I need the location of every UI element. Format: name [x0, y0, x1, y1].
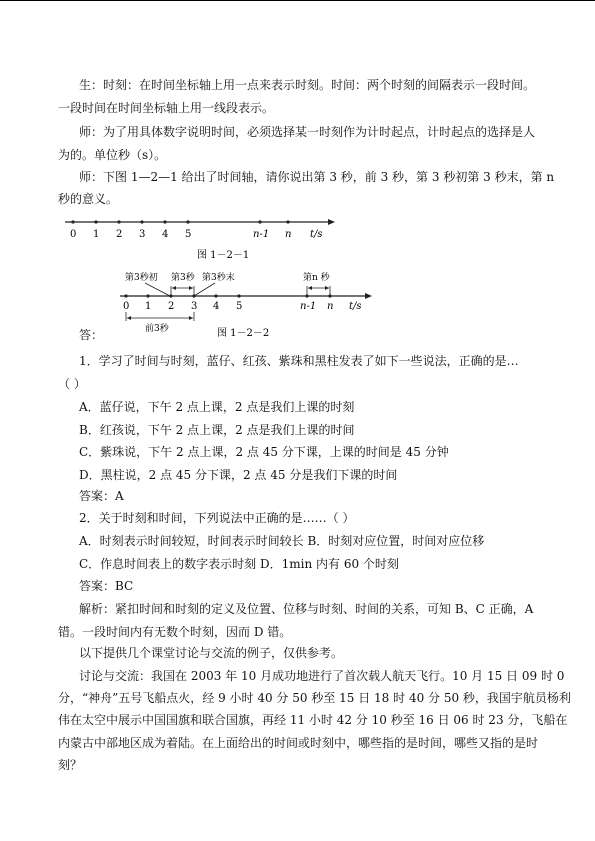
question-2-analysis: 解析：紧扣时间和时刻的定义及位置、位移与时刻、时间的关系，可知 B、C 正确，A — [79, 602, 534, 616]
discussion-intro: 以下提供几个课堂讨论与交流的例子，仅供参考。 — [79, 646, 344, 660]
discussion-text: 讨论与交流：我国在 2003 年 10 月成功地进行了首次载人航天飞行。10 月 15 日 09 时 0 — [79, 669, 565, 683]
figure-1-2-1 — [60, 215, 350, 265]
discussion-text: 内蒙古中部地区成为着陆。在上面给出的时间或时刻中，哪些指的是时间，哪些又指的是时 — [58, 736, 539, 750]
question-1-stem: 1．学习了时间与时刻，蓝仔、红孩、紫珠和黑柱发表了如下一些说法，正确的是… — [79, 354, 519, 368]
question-1-option: A．蓝仔说，下午 2 点上课，2 点是我们上课的时刻 — [79, 400, 355, 414]
paragraph: 师：下图 1—2—1 给出了时间轴，请你说出第 3 秒，前 3 秒，第 3 秒初第 3 秒末，第 n — [79, 170, 555, 184]
question-2-analysis: 错。一段时间内有无数个时刻，因而 D 错。 — [58, 625, 292, 639]
discussion-text: 伟在太空中展示中国国旗和联合国旗，再经 11 小时 42 分 10 秒至 16 日 06 时 23 分，飞船在 — [58, 713, 568, 727]
answer-label: 答： — [79, 328, 104, 342]
axis-unit-label: t/s — [349, 301, 362, 312]
tick-label: 3 — [139, 229, 146, 240]
axis-arrow-icon — [365, 293, 372, 299]
tick-label: n-1 — [300, 301, 317, 312]
tick-label: 1 — [93, 229, 100, 240]
question-2-stem: 2．关于时刻和时间，下列说法中正确的是……（ ） — [79, 511, 355, 525]
question-1-bracket: （ ） — [58, 377, 86, 391]
label-3rd-second-end: 第3秒末 — [202, 273, 235, 283]
label-3rd-second: 第3秒 — [171, 273, 195, 283]
tick-label: 5 — [236, 301, 243, 312]
tick-label: 1 — [145, 301, 152, 312]
tick-label: n-1 — [253, 229, 270, 240]
figure-caption: 图 1－2－2 — [217, 328, 270, 339]
axis-arrow-icon — [328, 219, 335, 225]
tick-label: 2 — [116, 229, 123, 240]
paragraph: 生：时刻：在时间坐标轴上用一点来表示时刻。时间：两个时刻的间隔表示一段时间。 — [79, 78, 536, 92]
question-1-option: D．黑柱说，2 点 45 分下课，2 点 45 分是我们下课的时间 — [79, 468, 398, 482]
discussion-text: 刻？ — [58, 758, 83, 772]
tick-label: 0 — [123, 301, 130, 312]
question-2-answer: 答案：BC — [79, 579, 134, 593]
tick-label: n — [327, 301, 334, 312]
tick-label: 0 — [70, 229, 77, 240]
question-2-option: A．时刻表示时间较短，时间表示时间较长 B．时刻对应位置，时间对应位移 — [79, 534, 485, 548]
tick-label: 4 — [162, 229, 169, 240]
paragraph: 一段时间在时间坐标轴上用一线段表示。 — [58, 101, 275, 115]
question-1-option: C．紫珠说，下午 2 点上课，2 点 45 分下课，上课的时间是 45 分钟 — [79, 445, 449, 459]
question-2-option: C．作息时间表上的数字表示时刻 D．1min 内有 60 个时刻 — [79, 557, 399, 571]
paragraph: 为的。单位秒（s）。 — [58, 148, 167, 162]
tick-label: n — [285, 229, 292, 240]
paragraph: 秒的意义。 — [58, 192, 119, 206]
paragraph: 师：为了用具体数字说明时间，必须选择某一时刻作为计时起点，计时起点的选择是人 — [79, 125, 536, 139]
tick-label: 3 — [191, 301, 198, 312]
tick-label: 4 — [213, 301, 220, 312]
question-1-answer: 答案：A — [79, 489, 124, 503]
figure-1-2-2 — [115, 268, 375, 340]
label-nth-second: 第n 秒 — [303, 273, 330, 283]
figure-caption: 图 1－2－1 — [197, 250, 250, 261]
discussion-text: 分，“神舟”五号飞船点火，经 9 小时 40 分 50 秒至 15 日 18 时 40 分 50 秒，我国宇航员杨利 — [58, 691, 571, 705]
label-first-3-seconds: 前3秒 — [145, 324, 169, 334]
label-3rd-second-start: 第3秒初 — [125, 273, 158, 283]
tick-label: 2 — [168, 301, 175, 312]
question-1-option: B．红孩说，下午 2 点上课，2 点是我们上课的时间 — [79, 423, 355, 437]
axis-unit-label: t/s — [310, 229, 323, 240]
tick-label: 5 — [185, 229, 192, 240]
page-top-rule — [0, 0, 595, 1]
